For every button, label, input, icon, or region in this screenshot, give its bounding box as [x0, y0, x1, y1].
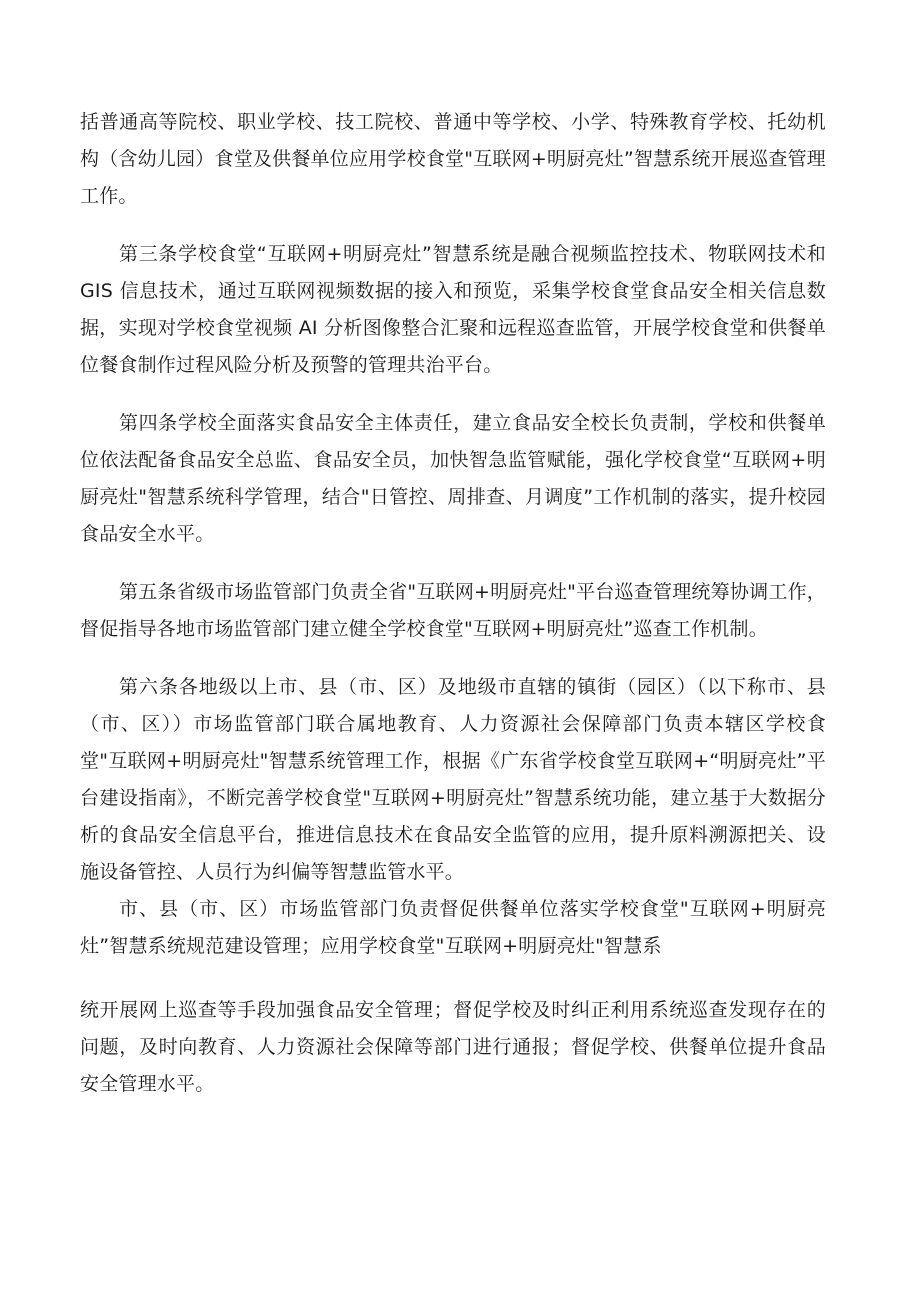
paragraph-text: 括普通高等院校、职业学校、技工院校、普通中等学校、小学、特殊教育学校、托幼机构（含幼儿园）食堂及供餐单位应用学校食堂"互联网+明厨亮灶”智慧系统开展巡查管理工作。	[80, 111, 826, 207]
paragraph-text: 省级市场监管部门负责全省"互联网+明厨亮灶"平台巡查管理统筹协调工作，督促指导各地市场监管部门建立健全学校食堂"互联网+明厨亮灶”巡查工作机制。	[80, 581, 826, 640]
paragraph-article-4	[80, 405, 826, 553]
paragraph-text: 学校全面落实食品安全主体责任，建立食品安全校长负责制，学校和供餐单位依法配备食品安全总监、食品安全员，加快智急监管赋能，强化学校食堂“互联网+明厨亮灶"智慧系统科学管理，结合"日管控、周排查、月调度”工作机制的落实，提升校园食品安全水平。	[80, 412, 826, 545]
paragraph-text: 市、县（市、区）市场监管部门负责督促供餐单位落实学校食堂"互联网+明厨亮灶”智慧系统规范建设管理；应用学校食堂"互联网+明厨亮灶"智慧系	[80, 898, 826, 957]
article-number: 第四条	[119, 412, 178, 434]
article-number: 第五条	[119, 581, 177, 603]
paragraph-article-3	[80, 236, 826, 384]
paragraph-text: 学校食堂“互联网+明厨亮灶”智慧系统是融合视频监控技术、物联网技术和 GIS 信息技术，通过互联网视频数据的接入和预览，采集学校食堂食品安全相关信息数据，实现对学校食堂视频 AI 分析图像整合汇聚和远程巡查监管，开展学校食堂和供餐单位餐食制作过程风险分析及预警的管理共治平台。	[80, 243, 826, 376]
article-number: 第六条	[119, 676, 179, 698]
paragraph-article-6	[80, 669, 826, 891]
paragraph-article-6-continuation	[80, 992, 826, 1103]
paragraph-scope-continuation	[80, 104, 826, 215]
paragraph-article-6-city-duties	[80, 891, 826, 965]
article-number: 第三条	[119, 243, 179, 265]
paragraph-text: 统开展网上巡查等手段加强食品安全管理；督促学校及时纠正利用系统巡查发现存在的问题，及时向教育、人力资源社会保障等部门进行通报；督促学校、供餐单位提升食品安全管理水平。	[80, 999, 826, 1095]
paragraph-text: 各地级以上市、县（市、区）及地级市直辖的镇街（园区）（以下称市、县（市、区））市场监管部门联合属地教育、人力资源社会保障部门负责本辖区学校食堂"互联网+明厨亮灶"智慧系统管理工作，根据《广东省学校食堂互联网+“明厨亮灶”平台建设指南》，不断完善学校食堂"互联网+明厨亮灶”智慧系统功能，建立基于大数据分析的食品安全信息平台，推进信息技术在食品安全监管的应用，提升原料溯源把关、设施设备管控、人员行为纠偏等智慧监管水平。	[80, 676, 826, 883]
paragraph-article-5	[80, 574, 826, 648]
